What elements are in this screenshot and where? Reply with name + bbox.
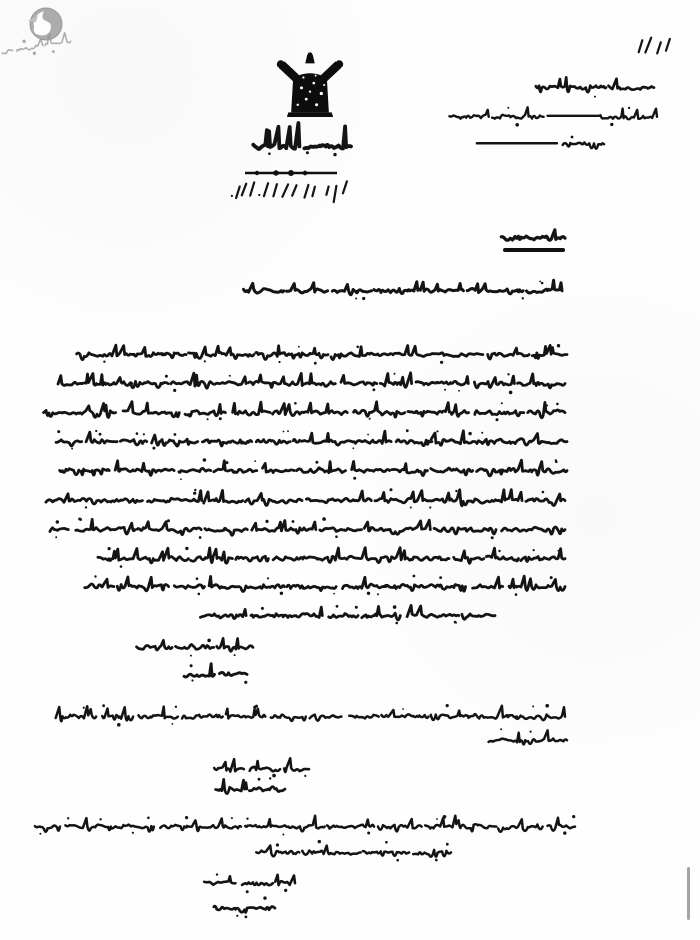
cc-note-line: [36, 811, 576, 837]
body-line: [46, 485, 566, 511]
field-attachment: [487, 131, 605, 153]
body-line: [160, 600, 496, 626]
body-line: [44, 543, 566, 569]
body-line: [42, 455, 568, 481]
letterhead-divider: [243, 168, 339, 178]
signature-name: [166, 660, 248, 684]
letterhead-title-calligraphy: [230, 114, 352, 168]
classification-stamp: [502, 225, 566, 247]
body-line: [46, 571, 566, 597]
signature-title: [138, 633, 254, 657]
classification-underline: [503, 248, 565, 252]
archive-watermark-caption: [0, 30, 73, 59]
cc-note-line: [58, 701, 566, 727]
signature-title: [214, 756, 310, 778]
body-line: [48, 514, 566, 540]
body-line: [44, 397, 566, 423]
field-date: [448, 100, 658, 128]
field-number: [523, 72, 655, 98]
cc-note-line: [490, 727, 568, 749]
corner-number-mark: [622, 28, 672, 60]
body-line: [44, 426, 568, 452]
signature-name: [216, 777, 286, 797]
body-line: [46, 368, 566, 394]
pahlavi-crown-emblem: [272, 52, 348, 118]
cc-note-line: [256, 838, 452, 862]
letterhead-subtitle-script: [234, 180, 348, 200]
signature-name: [212, 895, 276, 917]
body-line: [60, 339, 568, 365]
signature-title: [204, 870, 296, 892]
addressee-line: [243, 274, 563, 302]
scan-artifact-line: [687, 867, 690, 920]
